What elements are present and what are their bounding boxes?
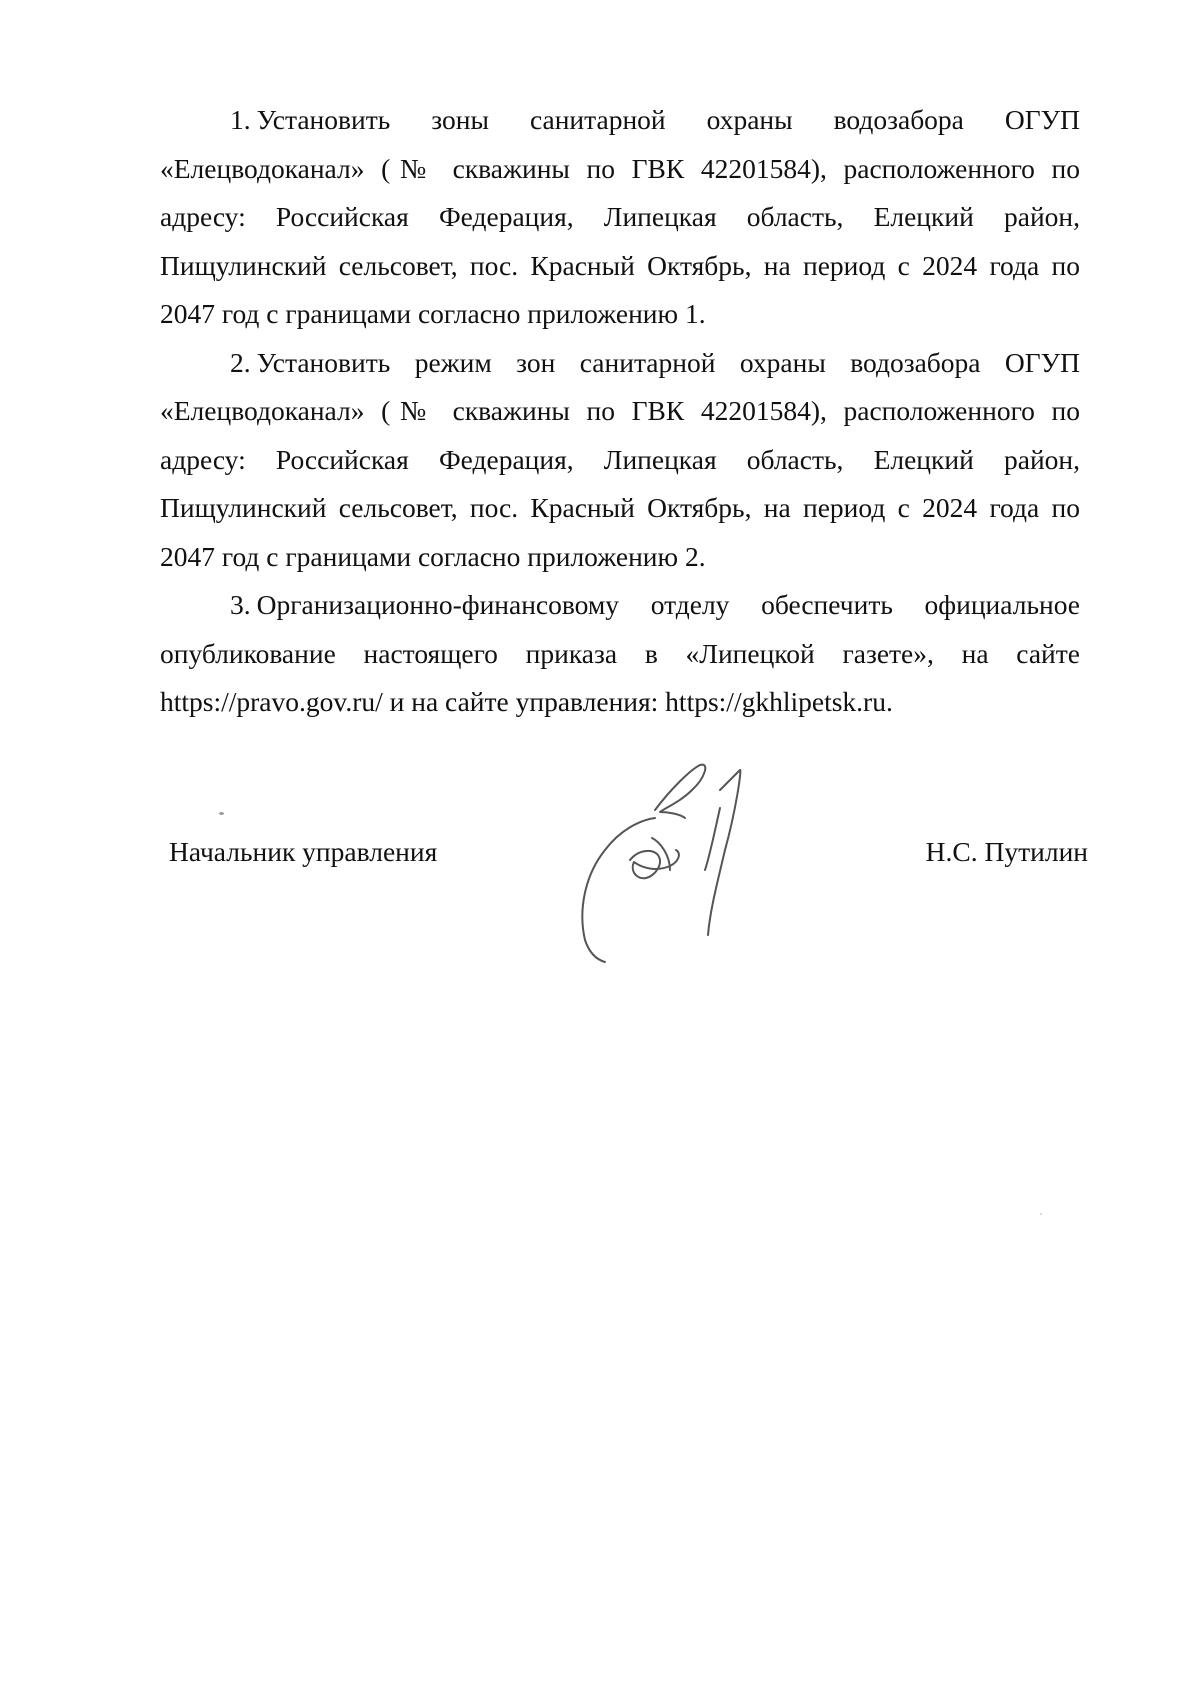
clause-1 — [160, 96, 1080, 339]
scan-speck — [219, 812, 224, 815]
document-body — [160, 96, 1080, 727]
clause-number: 2. — [230, 346, 251, 378]
clause-text: Установить зоны санитарной охраны водозабора ОГУП «Елецводоканал» (№ скважины по ГВК 42201584), расположенного по адресу: Российская Федерация, Липецкая область, Елецкий район, Пищулинский сельсовет, пос. Красный Октябрь, на период с 2024 года по 2047 год с границами согласно приложению 1. — [160, 104, 1080, 329]
signer-title: Начальник управления — [169, 836, 438, 867]
clause-number: 3. — [230, 589, 251, 620]
signature-strokes — [582, 765, 740, 962]
clause-number: 1. — [230, 104, 251, 135]
scan-speck — [1040, 1213, 1042, 1215]
clause-text: Организационно-финансовому отделу обеспечить официальное опубликование настоящего приказа в «Липецкой газете», на сайте https://pravo.gov.ru/ и на сайте управления: https://gkhlipetsk.ru. — [160, 589, 1080, 717]
clause-text: Установить режим зон санитарной охраны водозабора ОГУП «Елецводоканал» (№ скважины по ГВК 42201584), расположенного по адресу: Российская Федерация, Липецкая область, Елецкий район, Пищулинский сельсовет, пос. Красный Октябрь, на период с 2024 года по 2047 год с границами согласно приложению 2. — [160, 346, 1080, 572]
signer-name: Н.С. Путилин — [925, 836, 1088, 867]
clause-2 — [160, 339, 1080, 582]
handwritten-signature — [560, 750, 820, 980]
clause-3 — [160, 581, 1080, 727]
